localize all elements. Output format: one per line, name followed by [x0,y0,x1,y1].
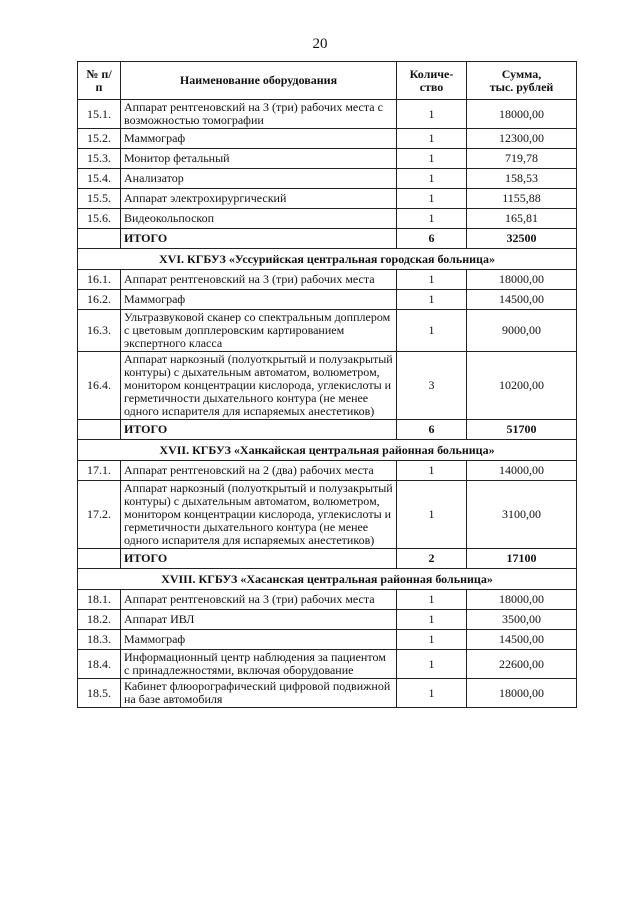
amount: 3500,00 [467,610,577,630]
quantity: 1 [397,481,467,549]
header-sum: Сумма, тыс. рублей [467,62,577,100]
row-number: 15.6. [78,209,121,229]
amount: 719,78 [467,149,577,169]
row-number [78,549,121,569]
amount: 10200,00 [467,352,577,420]
total-row [78,420,577,440]
amount: 14500,00 [467,290,577,310]
equipment-name: Аппарат рентгеновский на 3 (три) рабочих места [121,590,397,610]
amount: 22600,00 [467,650,577,679]
amount: 18000,00 [467,270,577,290]
equipment-name: Аппарат рентгеновский на 3 (три) рабочих места [121,270,397,290]
equipment-name: ИТОГО [121,229,397,249]
row-number: 18.2. [78,610,121,630]
amount: 1155,88 [467,189,577,209]
quantity: 1 [397,610,467,630]
amount: 165,81 [467,209,577,229]
section-title: XVII. КГБУЗ «Ханкайская центральная районная больница» [78,440,577,461]
row-number: 15.1. [78,100,121,129]
row-number: 18.1. [78,590,121,610]
equipment-name: Аппарат наркозный (полуоткрытый и полузакрытый контуры) с дыхательным автоматом, волюметром, монитором концентрации кислорода, углекислоты и герметичности дыхательного контура (не менее одного испарителя для испаряемых анестетиков) [121,352,397,420]
table-row [78,352,577,420]
section-row [78,249,577,270]
amount: 32500 [467,229,577,249]
equipment-name: Кабинет флюорографический цифровой подвижной на базе автомобиля [121,679,397,708]
amount: 3100,00 [467,481,577,549]
row-number: 15.4. [78,169,121,189]
row-number: 16.4. [78,352,121,420]
amount: 14000,00 [467,461,577,481]
equipment-name: Видеокольпоскоп [121,209,397,229]
equipment-table [77,61,577,708]
table-row [78,100,577,129]
quantity: 1 [397,270,467,290]
quantity: 1 [397,650,467,679]
amount: 51700 [467,420,577,440]
table-row [78,590,577,610]
table-row [78,310,577,352]
amount: 18000,00 [467,590,577,610]
equipment-name: ИТОГО [121,549,397,569]
table-body [78,100,577,708]
quantity: 1 [397,590,467,610]
equipment-name: Аппарат рентгеновский на 3 (три) рабочих места с возможностью томографии [121,100,397,129]
header-qty: Количе- ство [397,62,467,100]
row-number [78,420,121,440]
row-number: 15.3. [78,149,121,169]
row-number: 18.3. [78,630,121,650]
table-row [78,270,577,290]
amount: 18000,00 [467,100,577,129]
row-number: 17.1. [78,461,121,481]
row-number: 16.1. [78,270,121,290]
section-title: XVIII. КГБУЗ «Хасанская центральная районная больница» [78,569,577,590]
amount: 18000,00 [467,679,577,708]
equipment-name: Маммограф [121,290,397,310]
quantity: 1 [397,310,467,352]
quantity: 1 [397,461,467,481]
equipment-name: Аппарат рентгеновский на 2 (два) рабочих места [121,461,397,481]
row-number [78,229,121,249]
row-number: 15.2. [78,129,121,149]
row-number: 18.5. [78,679,121,708]
equipment-name: Ультразвуковой сканер со спектральным допплером с цветовым допплеровским картированием экспертного класса [121,310,397,352]
section-row [78,569,577,590]
section-title: XVI. КГБУЗ «Уссурийская центральная городская больница» [78,249,577,270]
equipment-name: Маммограф [121,630,397,650]
table-row [78,461,577,481]
amount: 158,53 [467,169,577,189]
row-number: 16.3. [78,310,121,352]
quantity: 1 [397,679,467,708]
quantity: 1 [397,209,467,229]
row-number: 15.5. [78,189,121,209]
quantity: 1 [397,290,467,310]
row-number: 16.2. [78,290,121,310]
quantity: 6 [397,229,467,249]
quantity: 2 [397,549,467,569]
header-num: № п/ п [78,62,121,100]
total-row [78,549,577,569]
equipment-name: Маммограф [121,129,397,149]
row-number: 17.2. [78,481,121,549]
quantity: 1 [397,149,467,169]
quantity: 1 [397,169,467,189]
section-row [78,440,577,461]
quantity: 1 [397,100,467,129]
table-header-row [78,62,577,100]
table-row [78,610,577,630]
equipment-name: Аппарат ИВЛ [121,610,397,630]
quantity: 1 [397,630,467,650]
equipment-name: Анализатор [121,169,397,189]
equipment-name: Информационный центр наблюдения за пациентом с принадлежностями, включая оборудование [121,650,397,679]
quantity: 3 [397,352,467,420]
row-number: 18.4. [78,650,121,679]
table-row [78,169,577,189]
page-number: 20 [312,36,328,52]
quantity: 6 [397,420,467,440]
table-row [78,630,577,650]
table-row [78,679,577,708]
table-row [78,481,577,549]
table-row [78,149,577,169]
table-row [78,209,577,229]
table-row [78,189,577,209]
quantity: 1 [397,189,467,209]
header-name: Наименование оборудования [121,62,397,100]
amount: 17100 [467,549,577,569]
amount: 14500,00 [467,630,577,650]
equipment-name: Монитор фетальный [121,149,397,169]
equipment-name: ИТОГО [121,420,397,440]
quantity: 1 [397,129,467,149]
table-row [78,290,577,310]
table-row [78,129,577,149]
amount: 12300,00 [467,129,577,149]
table-row [78,650,577,679]
equipment-name: Аппарат электрохирургический [121,189,397,209]
total-row [78,229,577,249]
amount: 9000,00 [467,310,577,352]
equipment-name: Аппарат наркозный (полуоткрытый и полузакрытый контуры) с дыхательным автоматом, волюметром, монитором концентрации кислорода, углекислоты и герметичности дыхательного контура (не менее одного испарителя для испаряемых анестетиков) [121,481,397,549]
